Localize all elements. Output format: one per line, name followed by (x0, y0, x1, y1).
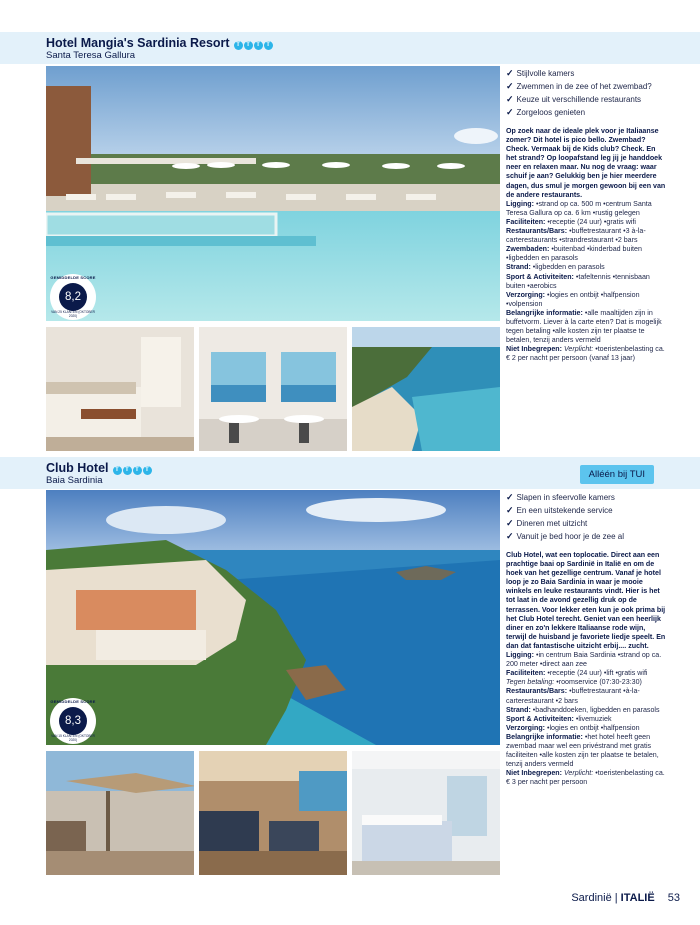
exclusive-badge: Alléén bij TUI (580, 465, 654, 484)
photo-lounge (199, 751, 347, 875)
star-icon: T (143, 466, 152, 475)
check-icon: ✓ (506, 505, 514, 515)
photo-hotel-room (352, 751, 500, 875)
check-icon: ✓ (506, 518, 514, 528)
star-icon: T (254, 41, 263, 50)
star-icon: T (133, 466, 142, 475)
hotel-location: Santa Teresa Gallura (46, 50, 136, 61)
list-item: ✓ Zorgeloos genieten (506, 107, 586, 117)
list-item: ✓ Zwemmen in de zee of het zwembad? (506, 81, 652, 91)
list-item: ✓ Keuze uit verschillende restaurants (506, 94, 642, 104)
separator: | (614, 892, 618, 904)
main-photo-pool (46, 66, 500, 321)
fact-item: Verzorging: •logies en ontbijt •halfpension (506, 723, 640, 732)
country-label: ITALIË (620, 892, 655, 904)
highlights-list (506, 67, 666, 119)
star-icon: T (113, 466, 122, 475)
star-icon: T (244, 41, 253, 50)
star-icon: T (234, 41, 243, 50)
facts-list (506, 651, 666, 787)
list-item: ✓ Dineren met uitzicht (506, 518, 588, 528)
page-footer (571, 892, 680, 904)
fact-item: Belangrijke informatie: •alle maaltijden zijn in buffetvorm. Liever à la carte eten? Dat is mogelijk tegen betaling •alle kosten zijn ter plaatse te betalen, tenzij anders vermeld (506, 308, 662, 345)
list-item: ✓ Slapen in sfeervolle kamers (506, 492, 615, 502)
fact-item: Zwembaden: •buitenbad •kinderbad buiten •ligbedden en parasols (506, 245, 642, 263)
hotel-name: Hotel Mangia's Sardinia Resort T T T T (46, 36, 273, 50)
facts-list (506, 200, 666, 364)
star-rating (113, 466, 152, 475)
fact-item: Niet Inbegrepen: Verplicht: •toeristenbelasting ca. € 2 per nacht per persoon (vanaf 13 jaar) (506, 345, 665, 363)
hotel-header (0, 457, 700, 489)
review-score: 8,2 (59, 283, 87, 311)
region-label: Sardinië (571, 892, 612, 904)
hotel-location: Baia Sardinia (46, 475, 103, 486)
list-item: ✓ Stijlvolle kamers (506, 68, 575, 78)
fact-item: Faciliteiten: •receptie (24 uur) •gratis wifi (506, 217, 636, 226)
fact-item: Verzorging: •logies en ontbijt •halfpension •volpension (506, 290, 640, 308)
check-icon: ✓ (506, 107, 514, 117)
review-score-badge: GEMIDDELDE SCORE 8,2 VAN 25 KLANTEN (OKTOBER 2020) (50, 275, 96, 318)
review-score: 8,3 (59, 707, 87, 735)
fact-item: Ligging: •in centrum Baia Sardinia •strand op ca. 200 meter •direct aan zee (506, 651, 662, 669)
fact-item: Ligging: •strand op ca. 500 m •centrum Santa Teresa Gallura op ca. 6 km •rustig gelegen (506, 199, 652, 217)
fact-item: Sport & Activiteiten: •tafeltennis •tennisbaan buiten •aerobics (506, 272, 650, 290)
star-icon: T (123, 466, 132, 475)
list-item: ✓ Vanuit je bed hoor je de zee al (506, 531, 625, 541)
list-item: ✓ En een uitstekende service (506, 505, 613, 515)
check-icon: ✓ (506, 531, 514, 541)
fact-item: Restaurants/Bars: •buffetrestaurant •3 à-la-carterestaurants •strandrestaurant •2 bars (506, 227, 646, 245)
check-icon: ✓ (506, 94, 514, 104)
check-icon: ✓ (506, 492, 514, 502)
intro-text: Club Hotel, wat een toplocatie. Direct aan een prachtige baai op Sardinië in Italië en om de hoek van het gezellige centrum. Vanaf je hotel loop je zo Baia Sardinia in waar je mooie winkels en leuke restaurants vindt. Hier is het tot laat in de avond gezellig druk op de terrassen. Voor lekker eten kun je ook prima bij het Club Hotel terecht. Geniet van een heerlijk diner en zo'n lekkere Italiaanse rode wijn, terwijl de huisband je favoriete liedje speelt. En dan dat fantastische uitzicht erbij.... zucht. (506, 551, 666, 650)
photo-restaurant (199, 327, 347, 451)
check-icon: ✓ (506, 68, 514, 78)
highlights-list (506, 491, 666, 543)
fact-item: Faciliteiten: •receptie (24 uur) •lift •gratis wifi Tegen betaling: •roomservice (07:30-23:30) (506, 669, 648, 687)
photo-terrace-bar (46, 751, 194, 875)
fact-item: Strand: •badhanddoeken, ligbedden en parasols Sport & Activiteiten: •livemuziek (506, 705, 660, 723)
star-rating (234, 41, 273, 50)
fact-item: Niet Inbegrepen: Verplicht: •toeristenbelasting ca. € 3 per nacht per persoon (506, 769, 665, 787)
photo-beach-aerial (352, 327, 500, 451)
review-score-badge: GEMIDDELDE SCORE 8,3 VAN 15 KLANTEN (OKTOBER 2020) (50, 699, 96, 742)
star-icon: T (264, 41, 273, 50)
intro-text: Op zoek naar de ideale plek voor je Italiaanse zomer? Dit hotel is pico bello. Zwembad? Check. Vermaak bij de Kids club? Check. En het strand? Op loopafstand leg jij je handdoek neer en relaxen maar. Nu nog de vraag: waar schuif je aan? Gelukkig ben je hier meerdere dagen, dus smul je morgen gewoon bij een van de andere restaurants. (506, 127, 666, 199)
page-number: 53 (667, 892, 680, 904)
hotel-header (0, 32, 700, 64)
fact-item: Belangrijke informatie: •het hotel heeft geen zwembad maar wel een privéstrand met gratis faciliteiten •alle kosten zijn ter plaatse te betalen, tenzij anders vermeld (506, 732, 659, 769)
check-icon: ✓ (506, 81, 514, 91)
hotel-description (506, 67, 666, 363)
main-photo-coast (46, 490, 500, 745)
fact-item: Strand: •ligbedden en parasols (506, 263, 605, 272)
fact-item: Restaurants/Bars: •buffetrestaurant •à-la-carterestaurant •2 bars (506, 687, 640, 705)
photo-bedroom (46, 327, 194, 451)
hotel-name: Club Hotel T T T T (46, 461, 152, 475)
hotel-description (506, 491, 666, 787)
